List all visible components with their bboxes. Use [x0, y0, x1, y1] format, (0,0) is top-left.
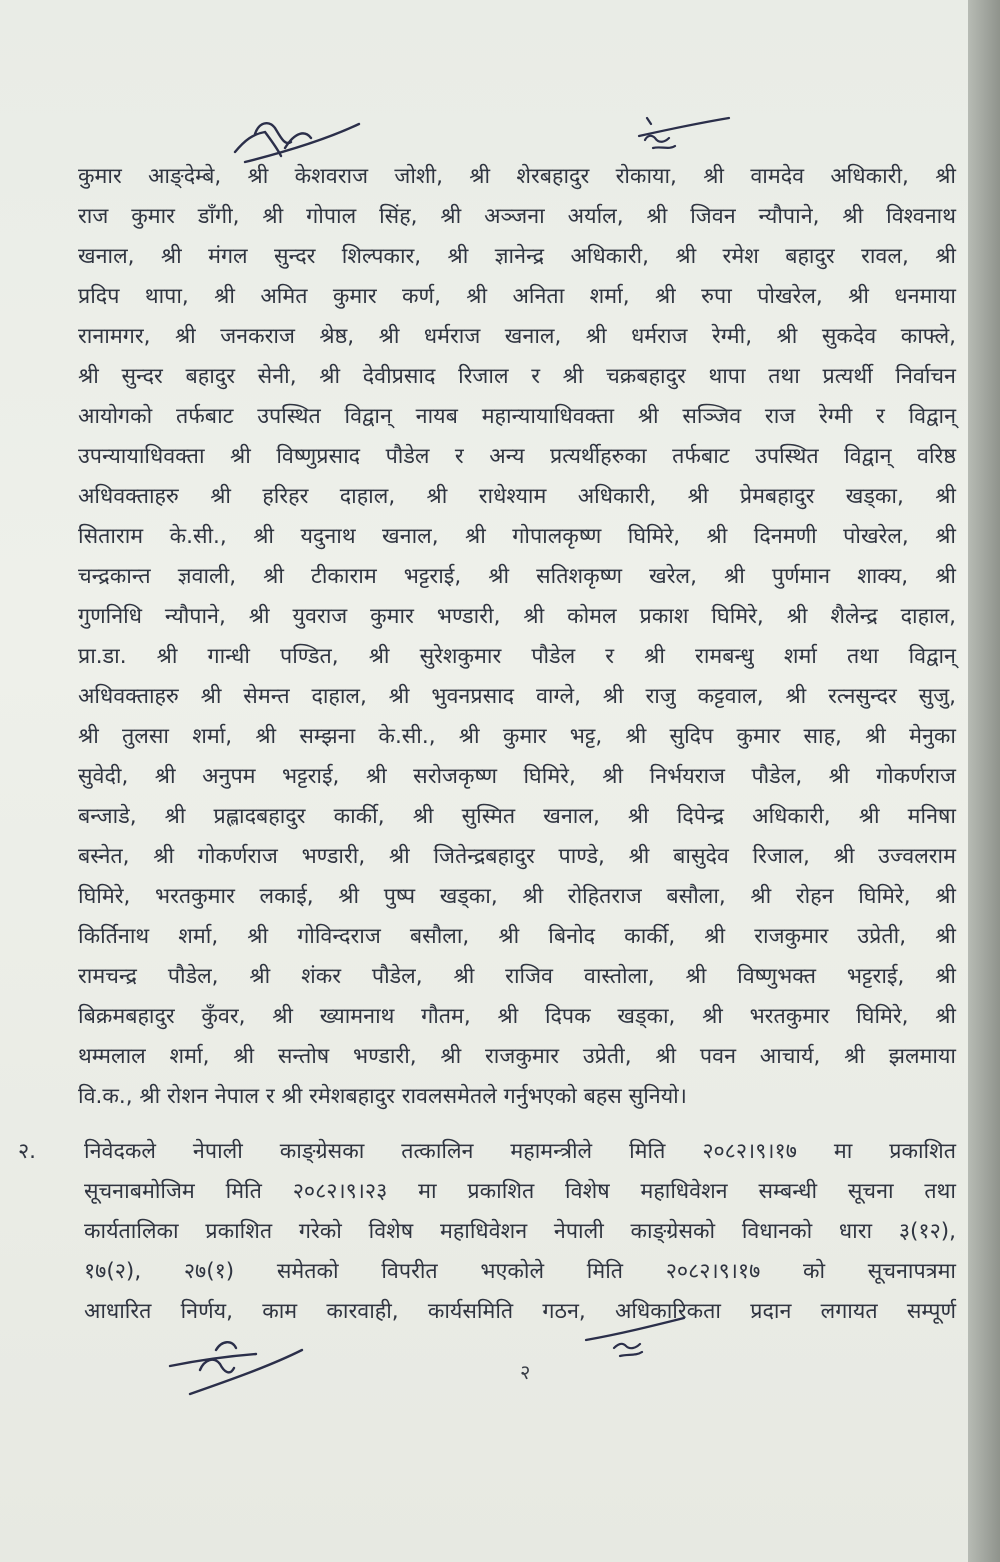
text-line: घिमिरे, भरतकुमार लकाई, श्री पुष्प खड्का, श्री रोहितराज बसौला, श्री रोहन घिमिरे, श्री	[78, 884, 956, 909]
text-line: श्री तुलसा शर्मा, श्री सम्झना के.सी., श्री कुमार भट्ट, श्री सुदिप कुमार साह, श्री मेनुका	[78, 724, 956, 749]
text-line: बन्जाडे, श्री प्रह्लादबहादुर कार्की, श्री सुस्मित खनाल, श्री दिपेन्द्र अधिकारी, श्री मनिषा	[78, 804, 956, 829]
text-line: चन्द्रकान्त ज्ञवाली, श्री टीकाराम भट्टराई, श्री सतिशकृष्ण खरेल, श्री पुर्णमान शाक्य, श्री	[78, 564, 956, 589]
text-line: थम्मलाल शर्मा, श्री सन्तोष भण्डारी, श्री राजकुमार उप्रेती, श्री पवन आचार्य, श्री झलमाया	[78, 1044, 956, 1069]
text-line: सुवेदी, श्री अनुपम भट्टराई, श्री सरोजकृष्ण घिमिरे, श्री निर्भयराज पौडेल, श्री गोकर्णराज	[78, 764, 956, 789]
text-line-last: वि.क., श्री रोशन नेपाल र श्री रमेशबहादुर रावलसमेतले गर्नुभएको बहस सुनियो।	[78, 1084, 687, 1109]
text-line: सिताराम के.सी., श्री यदुनाथ खनाल, श्री गोपालकृष्ण घिमिरे, श्री दिनमणी पोखरेल, श्री	[78, 524, 956, 549]
paragraph-number: २.	[18, 1139, 37, 1164]
paragraph-2-text	[84, 1132, 956, 1332]
text-line: बस्नेत, श्री गोकर्णराज भण्डारी, श्री जितेन्द्रबहादुर पाण्डे, श्री बासुदेव रिजाल, श्री उज्वलराम	[78, 844, 956, 869]
page-number: २	[520, 1360, 531, 1384]
text-line: सूचनाबमोजिम मिति २०८२।९।२३ मा प्रकाशित विशेष महाधिवेशन सम्बन्धी सूचना तथा	[84, 1179, 956, 1204]
text-line: प्रदिप थापा, श्री अमित कुमार कर्ण, श्री अनिता शर्मा, श्री रुपा पोखरेल, श्री धनमाया	[78, 284, 956, 309]
text-line: श्री सुन्दर बहादुर सेनी, श्री देवीप्रसाद रिजाल र श्री चक्रबहादुर थापा तथा प्रत्यर्थी निर्वाचन	[78, 364, 956, 389]
text-line: खनाल, श्री मंगल सुन्दर शिल्पकार, श्री ज्ञानेन्द्र अधिकारी, श्री रमेश बहादुर रावल, श्री	[78, 244, 956, 269]
text-line: प्रा.डा. श्री गान्धी पण्डित, श्री सुरेशकुमार पौडेल र श्री रामबन्धु शर्मा तथा विद्वान्	[78, 644, 956, 669]
text-line: रामचन्द्र पौडेल, श्री शंकर पौडेल, श्री राजिव वास्तोला, श्री विष्णुभक्त भट्टराई, श्री	[78, 964, 956, 989]
text-line: बिक्रमबहादुर कुँवर, श्री ख्यामनाथ गौतम, श्री दिपक खड्का, श्री भरतकुमार घिमिरे, श्री	[78, 1004, 956, 1029]
text-line: अधिवक्ताहरु श्री सेमन्त दाहाल, श्री भुवनप्रसाद वाग्ले, श्री राजु कट्टवाल, श्री रत्नसुन्दर सुजु,	[78, 684, 956, 709]
text-line: १७(२), २७(१) समेतको विपरीत भएकोले मिति २०८२।९।१७ को सूचनापत्रमा	[84, 1259, 956, 1284]
text-line: आधारित निर्णय, काम कारवाही, कार्यसमिति गठन, अधिकारिकता प्रदान लगायत सम्पूर्ण	[84, 1299, 956, 1324]
text-line: अधिवक्ताहरु श्री हरिहर दाहाल, श्री राधेश्याम अधिकारी, श्री प्रेमबहादुर खड्का, श्री	[78, 484, 956, 509]
text-line: किर्तिनाथ शर्मा, श्री गोविन्दराज बसौला, श्री बिनोद कार्की, श्री राजकुमार उप्रेती, श्री	[78, 924, 956, 949]
signature-bottom-right	[580, 1310, 690, 1370]
text-line: रानामगर, श्री जनकराज श्रेष्ठ, श्री धर्मराज खनाल, श्री धर्मराज रेग्मी, श्री सुकदेव काफ्ले,	[78, 324, 956, 349]
text-line: कार्यतालिका प्रकाशित गरेको विशेष महाधिवेशन नेपाली काङ्ग्रेसको विधानको धारा ३(१२),	[84, 1219, 956, 1244]
text-line: राज कुमार डाँगी, श्री गोपाल सिंह, श्री अञ्जना अर्याल, श्री जिवन न्यौपाने, श्री विश्वनाथ	[78, 204, 956, 229]
text-line: उपन्यायाधिवक्ता श्री विष्णुप्रसाद पौडेल र अन्य प्रत्यर्थीहरुका तर्फबाट उपस्थित विद्वान् वरिष्ठ	[78, 444, 956, 469]
text-line: निवेदकले नेपाली काङ्ग्रेसका तत्कालिन महामन्त्रीले मिति २०८२।९।१७ मा प्रकाशित	[84, 1139, 956, 1164]
text-line: कुमार आङ्देम्बे, श्री केशवराज जोशी, श्री शेरबहादुर रोकाया, श्री वामदेव अधिकारी, श्री	[78, 164, 956, 189]
background-edge	[968, 0, 1000, 1562]
signature-bottom-left	[160, 1330, 310, 1400]
text-line: गुणनिधि न्यौपाने, श्री युवराज कुमार भण्डारी, श्री कोमल प्रकाश घिमिरे, श्री शैलेन्द्र दाहाल,	[78, 604, 956, 629]
text-line: आयोगको तर्फबाट उपस्थित विद्वान् नायब महान्यायाधिवक्ता श्री सञ्जिव राज रेग्मी र विद्वान्	[78, 404, 956, 429]
body-text	[78, 157, 956, 1117]
